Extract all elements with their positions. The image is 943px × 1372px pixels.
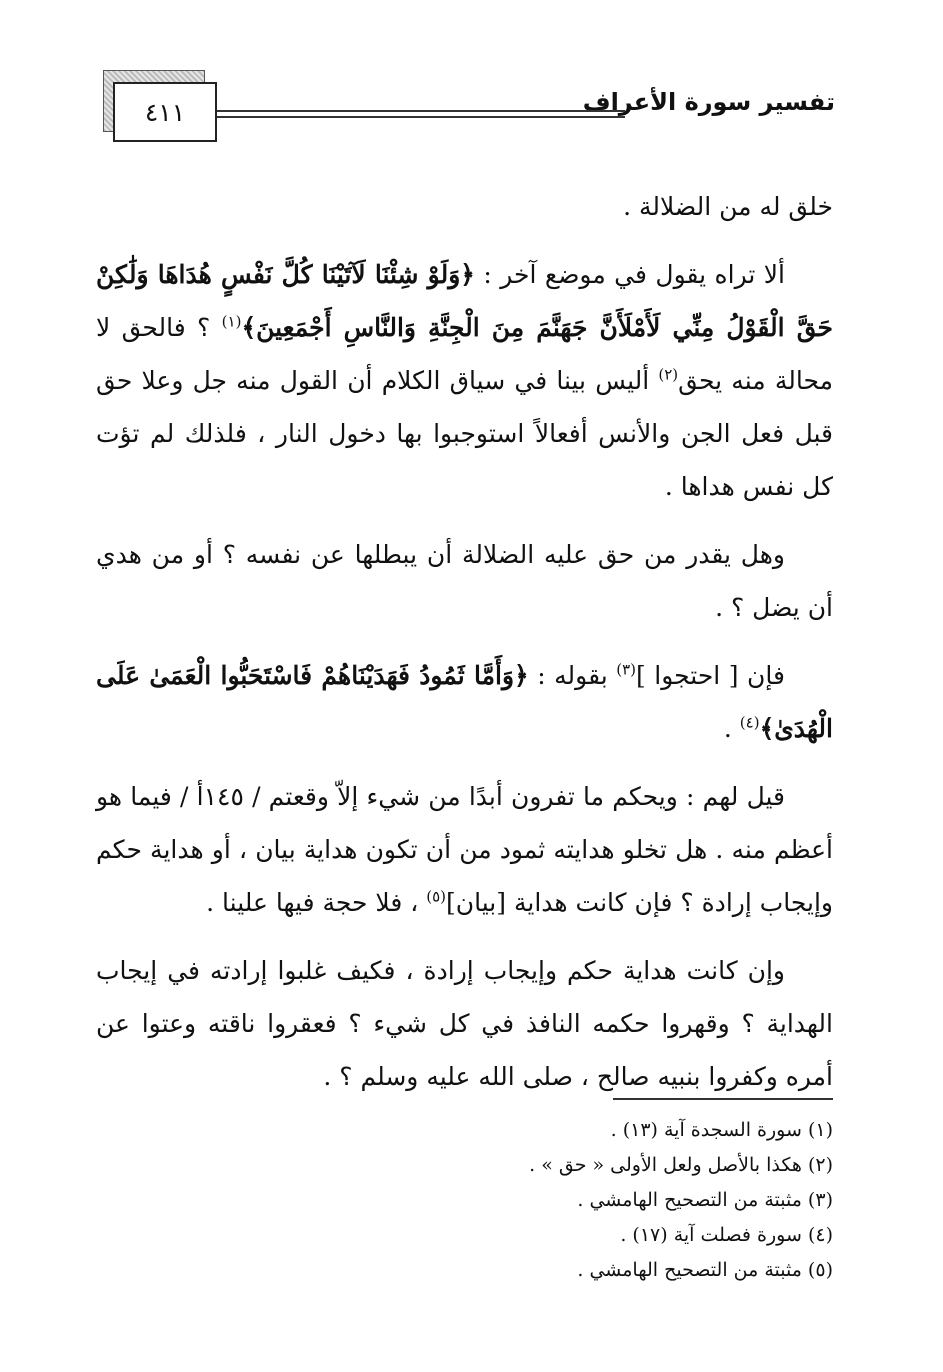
footnote-ref-5: (٥) (426, 887, 447, 906)
paragraph-1 (96, 180, 833, 233)
paragraph-3 (96, 528, 833, 634)
footnote-separator (613, 1098, 833, 1100)
paragraph-4-text-c: . (723, 714, 740, 743)
footnotes (333, 1113, 833, 1288)
header-rule-lower (215, 116, 625, 118)
paragraph-4 (96, 649, 833, 755)
footnote-ref-1: (١) (221, 312, 242, 331)
paragraph-4-text-a: فإن [ احتجوا ] (636, 661, 785, 690)
footnote-1: (١) سورة السجدة آية (١٣) . (610, 1119, 833, 1141)
page-number: ٤١١ (113, 82, 217, 142)
paragraph-2 (96, 248, 833, 513)
footnote-ref-2: (٢) (658, 365, 679, 384)
quran-verse-2: ﴿وَأَمَّا ثَمُودُ فَهَدَيْنَاهُمْ فَاسْتَحَبُّوا الْعَمَىٰ عَلَى الْهُدَىٰ﴾ (96, 661, 833, 743)
footnote-ref-3: (٣) (616, 660, 637, 679)
footnote-3: (٣) مثبتة من التصحيح الهامشي . (577, 1189, 833, 1211)
header-rule (215, 110, 625, 112)
body-text (96, 180, 833, 1118)
paragraph-6-text: وإن كانت هداية حكم وإيجاب إرادة ، فكيف غلبوا إرادته في إيجاب الهداية ؟ وقهروا حكمه النافذ في كل شيء ؟ فعقروا ناقته وعتوا عن أمره وكفروا بنبيه صالح ، صلى الله عليه وسلم ؟ . (96, 956, 833, 1091)
footnote-ref-4: (٤) (739, 713, 760, 732)
paragraph-2-text-c: أليس بينا في سياق الكلام أن القول منه جل وعلا حق قبل فعل الجن والأنس أفعالاً استوجبوا بها دخول النار ، فلذلك لم تؤت كل نفس هداها . (96, 366, 833, 501)
paragraph-5 (96, 770, 833, 929)
paragraph-5-text-b: ، فلا حجة فيها علينا . (206, 888, 427, 917)
paragraph-5-text-a: قيل لهم : ويحكم ما تفرون أبدًا من شيء إلاّ وقعتم / ١٤٥أ / فيما هو أعظم منه . هل تخلو هدايته ثمود من أن تكون هداية بيان ، أو هداية حكم وإيجاب إرادة ؟ فإن كانت هداية [بيان] (96, 782, 833, 917)
paragraph-6 (96, 944, 833, 1103)
footnote-4: (٤) سورة فصلت آية (١٧) . (620, 1224, 833, 1246)
paragraph-3-text: وهل يقدر من حق عليه الضلالة أن يبطلها عن نفسه ؟ أو من هدي أن يضل ؟ . (96, 540, 833, 622)
paragraph-1-text: خلق له من الضلالة . (623, 192, 833, 221)
footnote-2: (٢) هكذا بالأصل ولعل الأولى « حق » . (529, 1154, 833, 1176)
footnote-5: (٥) مثبتة من التصحيح الهامشي . (577, 1259, 833, 1281)
quran-verse-1: ﴿وَلَوْ شِئْنَا لَآتَيْنَا كُلَّ نَفْسٍ هُدَاهَا وَلَٰكِنْ حَقَّ الْقَوْلُ مِنِّي لَأَمْلَأَنَّ جَهَنَّمَ مِنَ الْجِنَّةِ وَالنَّاسِ أَجْمَعِينَ﴾ (96, 260, 833, 342)
running-title: تفسير سورة الأعراف (582, 88, 835, 116)
paragraph-2-text-b: ؟ فالحق لا محالة منه يحق (96, 313, 833, 395)
paragraph-4-text-b: بقوله : (528, 661, 617, 690)
paragraph-2-text-a: ألا تراه يقول في موضع آخر : (474, 260, 785, 289)
